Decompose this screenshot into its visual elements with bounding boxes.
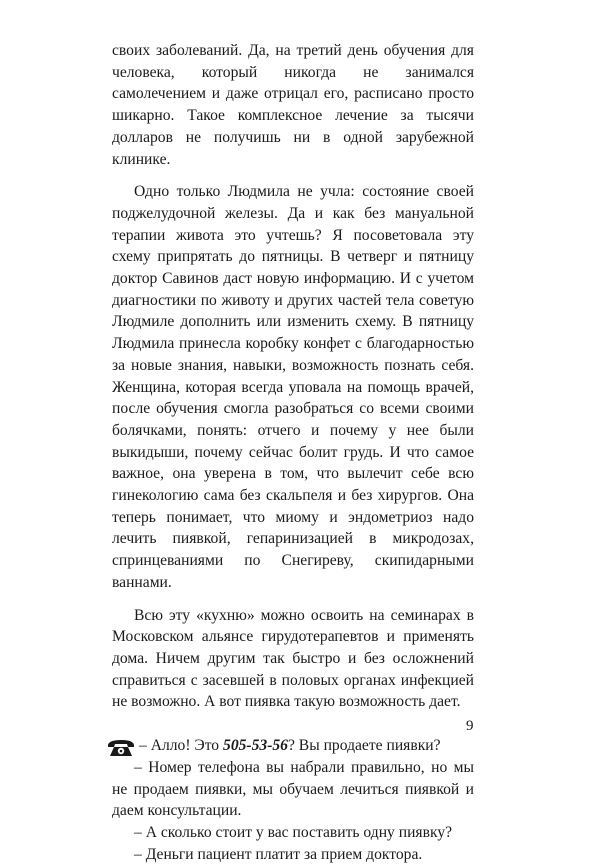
dialog-line-2: – Номер телефона вы набрали правильно, но мы не продаем пиявки, мы обучаем лечиться пиявкой и даем консультации. bbox=[112, 758, 474, 820]
page-content bbox=[112, 40, 474, 865]
paragraph-1: своих заболеваний. Да, на третий день обучения для человека, который никогда не занимался самолечением и даже отрицал его, расписано просто шикарно. Такое комплексное лечение за тысячи долларов не получишь ни в одной зарубежной клинике. bbox=[112, 42, 474, 168]
paragraph-2: Одно только Людмила не учла: состояние своей поджелудочной железы. Да и как без мануальной терапии живота это учтешь? Я посоветовала эту схему припрятать до пятницы. В четверг и пятницу доктор Савинов даст новую информацию. И с учетом диагностики по животу и других частей тела советую Людмиле дополнить или изменить схему. В пятницу Людмила принесла коробку конфет с благодарностью за новые знания, навыки, возможность познать себя. Женщина, которая всегда уповала на помощь врачей, после обучения смогла разобраться со всеми своими болячками, понять: отчего и почему у нее были выкидыши, почему сейчас болит грудь. И что самое важное, она уверена в том, что вылечит себе всю гинекологию сама без скальпеля и без хирургов. Она теперь понимает, что миому и эндометриоз надо лечить пиявкой, гепаринизацией в микродозах, спринцеваниями по Снегиреву, скипидарными ваннами. bbox=[112, 183, 474, 591]
dialog-line-1-prefix: – Алло! Это bbox=[139, 737, 224, 755]
paragraph-3: Всю эту «кухню» можно освоить на семинарах в Московском альянсе гирудотерапевтов и применять дома. Ничем другим так быстро и без осложнений справиться с засевшей в половых органах инфекцией не возможно. А вот пиявка такую возможность дает. bbox=[112, 606, 474, 711]
page-number: 9 bbox=[466, 718, 474, 734]
telephone-icon bbox=[106, 738, 136, 758]
dialog-line-1 bbox=[112, 735, 474, 757]
dialog-line-3: – А сколько стоит у вас поставить одну пиявку? bbox=[134, 823, 453, 841]
dialog-line-1-suffix: ? Вы продаете пиявки? bbox=[287, 737, 441, 755]
phone-number: 505-53-56 bbox=[223, 737, 288, 755]
dialog-line-4: – Деньги пациент платит за прием доктора. bbox=[134, 845, 423, 863]
phone-dialog bbox=[112, 735, 474, 865]
